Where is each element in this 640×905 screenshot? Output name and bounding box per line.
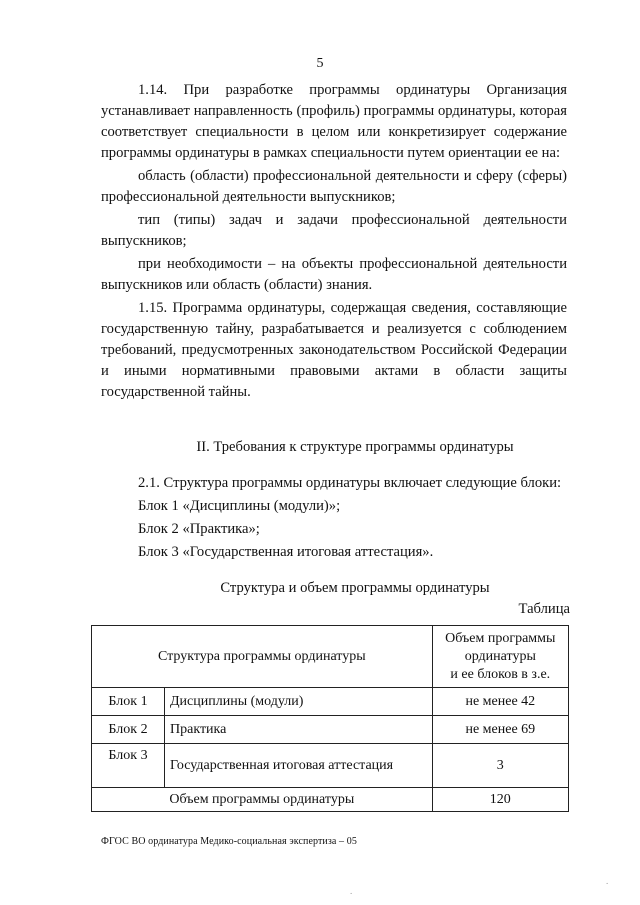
row-block: Блок 2 xyxy=(92,716,165,744)
header-volume-line-3: и ее блоков в з.е. xyxy=(450,666,551,682)
header-structure: Структура программы ординатуры xyxy=(92,626,433,688)
table-row xyxy=(92,744,569,788)
row-name: Дисциплины (модули) xyxy=(165,688,433,716)
structure-table xyxy=(91,625,569,812)
table-row xyxy=(92,716,569,744)
blocks-list-item-2: Блок 2 «Практика»; xyxy=(138,521,260,537)
scan-speck: . xyxy=(606,876,609,886)
body-text xyxy=(101,80,567,403)
table-label: Таблица xyxy=(518,601,570,617)
paragraph-area: область (области) профессиональной деятельности и сферу (сферы) профессиональной деятельности выпускников; xyxy=(101,168,567,205)
blocks-section xyxy=(101,472,567,564)
header-volume-line-2: ординатуры xyxy=(464,648,536,664)
table-header-row xyxy=(92,626,569,688)
row-volume: 3 xyxy=(432,744,568,788)
row-block: Блок 3 xyxy=(92,744,165,788)
blocks-list-item-3: Блок 3 «Государственная итоговая аттестация». xyxy=(138,544,434,560)
paragraph-task-types: тип (типы) задач и задачи профессиональной деятельности выпускников; xyxy=(101,212,567,249)
blocks-list-item-1: Блок 1 «Дисциплины (модули)»; xyxy=(138,498,341,514)
table-caption: Структура и объем программы ординатуры xyxy=(220,580,490,596)
table-row xyxy=(92,688,569,716)
page-number: 5 xyxy=(316,56,324,71)
scan-speck: . xyxy=(350,886,353,896)
row-volume: не менее 69 xyxy=(432,716,568,744)
document-footer: ФГОС ВО ординатура Медико-социальная экспертиза – 05 xyxy=(101,836,357,847)
section-title: II. Требования к структуре программы ординатуры xyxy=(196,439,514,455)
paragraph-objects: при необходимости – на объекты профессиональной деятельности выпускников или область (области) знания. xyxy=(101,256,567,293)
total-label: Объем программы ординатуры xyxy=(92,788,433,812)
row-name: Практика xyxy=(165,716,433,744)
blocks-intro: 2.1. Структура программы ординатуры включает следующие блоки: xyxy=(138,475,562,491)
paragraph-1-14: 1.14. При разработке программы ординатуры Организация устанавливает направленность (профиль) программы ординатуры, которая соответствует специальности в целом или конкретизирует содержание программы ординатуры в рамках специальности путем ориентации ее на: xyxy=(101,82,567,161)
paragraph-1-15: 1.15. Программа ординатуры, содержащая сведения, составляющие государственную тайну, разрабатывается и реализуется с соблюдением требований, предусмотренных законодательством Российской Федерации и иными нормативными правовыми актами в области защиты государственной тайны. xyxy=(101,300,567,400)
row-name: Государственная итоговая аттестация xyxy=(165,744,433,788)
header-volume-line-1: Объем программы xyxy=(445,630,556,646)
table-total-row xyxy=(92,788,569,812)
row-block: Блок 1 xyxy=(92,688,165,716)
row-volume: не менее 42 xyxy=(432,688,568,716)
total-value: 120 xyxy=(432,788,568,812)
header-volume xyxy=(432,626,568,688)
